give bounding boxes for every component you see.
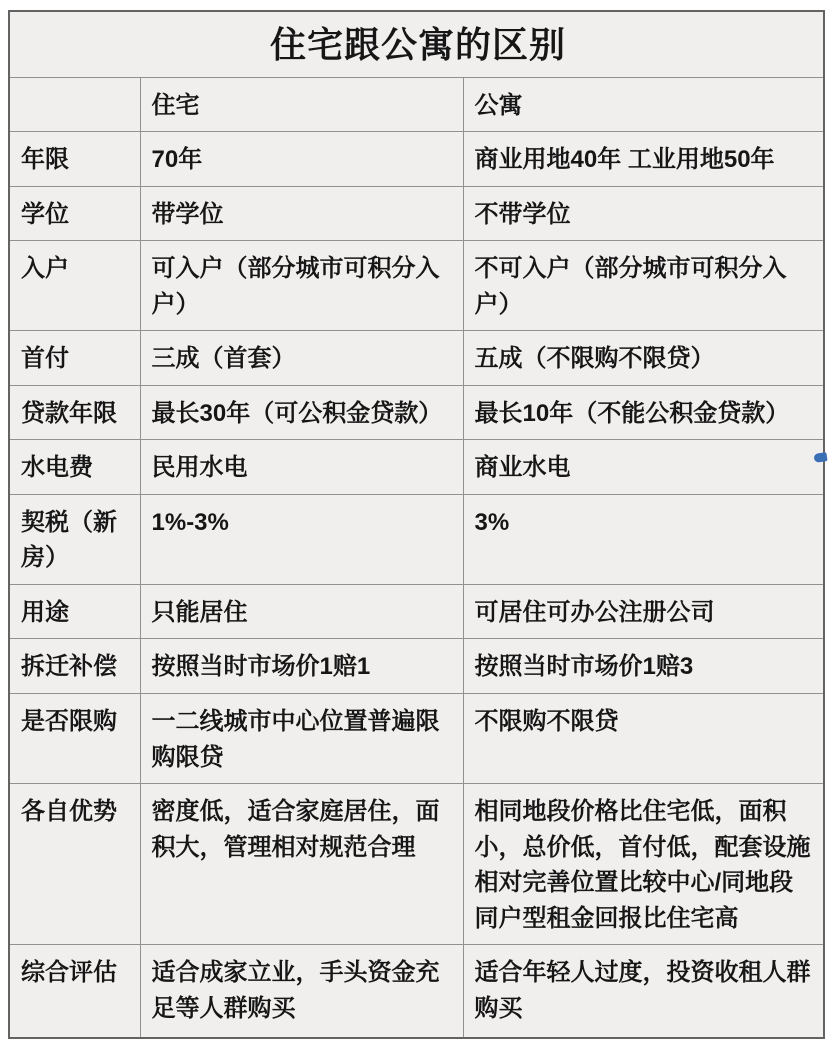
gongyu-value-cell: 不可入户（部分城市可积分入户） bbox=[463, 241, 824, 331]
row-label-cell: 年限 bbox=[9, 132, 140, 187]
table-row bbox=[9, 186, 824, 241]
header-zhuzhai-cell: 住宅 bbox=[140, 77, 463, 132]
zhuzhai-value-cell: 民用水电 bbox=[140, 440, 463, 495]
gongyu-value-cell: 不限购不限贷 bbox=[463, 693, 824, 783]
gongyu-value-cell: 不带学位 bbox=[463, 186, 824, 241]
row-label-cell: 综合评估 bbox=[9, 945, 140, 1038]
zhuzhai-value-cell: 1%-3% bbox=[140, 494, 463, 584]
table-row bbox=[9, 693, 824, 783]
zhuzhai-value-cell: 最长30年（可公积金贷款） bbox=[140, 385, 463, 440]
table-row bbox=[9, 132, 824, 187]
gongyu-value-cell: 五成（不限购不限贷） bbox=[463, 331, 824, 386]
row-label-cell: 贷款年限 bbox=[9, 385, 140, 440]
zhuzhai-value-cell: 适合成家立业，手头资金充足等人群购买 bbox=[140, 945, 463, 1038]
table-row bbox=[9, 440, 824, 495]
gongyu-value-cell: 相同地段价格比住宅低，面积小，总价低，首付低，配套设施相对完善位置比较中心/同地段同户型租金回报比住宅高 bbox=[463, 784, 824, 945]
row-label-cell: 各自优势 bbox=[9, 784, 140, 945]
row-label-cell: 是否限购 bbox=[9, 693, 140, 783]
gongyu-value-cell: 商业水电 bbox=[463, 440, 824, 495]
gongyu-value-cell: 按照当时市场价1赔3 bbox=[463, 639, 824, 694]
table-row bbox=[9, 241, 824, 331]
comparison-table bbox=[8, 10, 825, 1039]
zhuzhai-value-cell: 只能居住 bbox=[140, 584, 463, 639]
header-row bbox=[9, 77, 824, 132]
table-row bbox=[9, 584, 824, 639]
zhuzhai-value-cell: 密度低，适合家庭居住，面积大，管理相对规范合理 bbox=[140, 784, 463, 945]
header-empty-cell bbox=[9, 77, 140, 132]
gongyu-value-cell: 可居住可办公注册公司 bbox=[463, 584, 824, 639]
row-label-cell: 用途 bbox=[9, 584, 140, 639]
gongyu-value-cell: 适合年轻人过度，投资收租人群购买 bbox=[463, 945, 824, 1038]
row-label-cell: 入户 bbox=[9, 241, 140, 331]
table-row bbox=[9, 639, 824, 694]
zhuzhai-value-cell: 可入户（部分城市可积分入户） bbox=[140, 241, 463, 331]
table-row bbox=[9, 385, 824, 440]
gongyu-value-cell: 3% bbox=[463, 494, 824, 584]
zhuzhai-value-cell: 70年 bbox=[140, 132, 463, 187]
table-body bbox=[9, 11, 824, 1038]
title-row bbox=[9, 11, 824, 77]
row-label-cell: 拆迁补偿 bbox=[9, 639, 140, 694]
zhuzhai-value-cell: 带学位 bbox=[140, 186, 463, 241]
zhuzhai-value-cell: 按照当时市场价1赔1 bbox=[140, 639, 463, 694]
gongyu-value-cell: 最长10年（不能公积金贷款） bbox=[463, 385, 824, 440]
blue-annotation-artifact bbox=[813, 452, 827, 463]
table-row bbox=[9, 494, 824, 584]
zhuzhai-value-cell: 三成（首套） bbox=[140, 331, 463, 386]
header-gongyu-cell: 公寓 bbox=[463, 77, 824, 132]
row-label-cell: 首付 bbox=[9, 331, 140, 386]
table-row bbox=[9, 784, 824, 945]
row-label-cell: 契税（新房） bbox=[9, 494, 140, 584]
table-title: 住宅跟公寓的区别 bbox=[9, 11, 824, 77]
zhuzhai-value-cell: 一二线城市中心位置普遍限购限贷 bbox=[140, 693, 463, 783]
table-row bbox=[9, 331, 824, 386]
table-row bbox=[9, 945, 824, 1038]
row-label-cell: 学位 bbox=[9, 186, 140, 241]
gongyu-value-cell: 商业用地40年 工业用地50年 bbox=[463, 132, 824, 187]
row-label-cell: 水电费 bbox=[9, 440, 140, 495]
